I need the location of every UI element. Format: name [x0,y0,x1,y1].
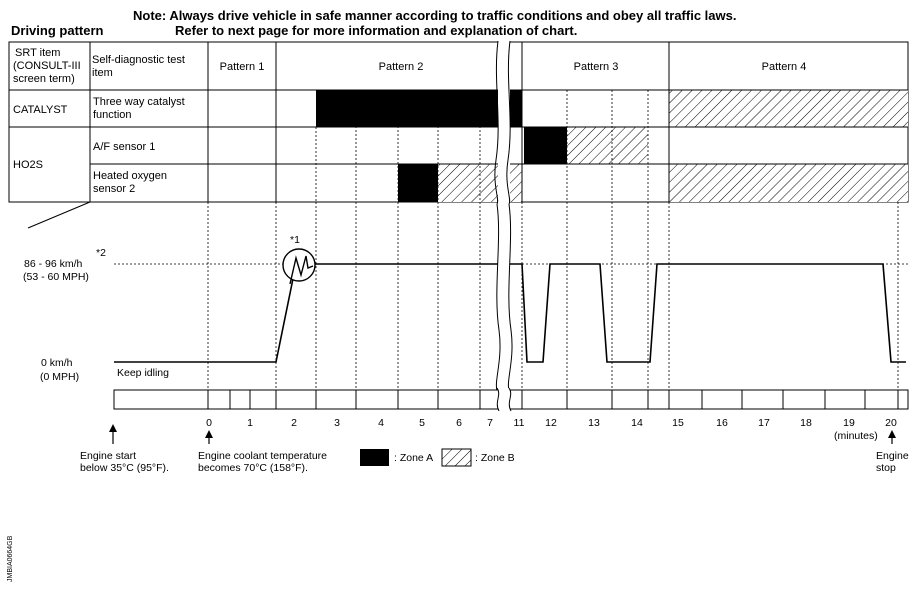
note-line-1: Note: Always drive vehicle in safe manner according to traffic conditions and obey all traffic laws. [133,8,737,23]
srt-ho2s: HO2S [13,159,43,171]
srt-table [9,41,908,204]
tick-3: 3 [334,417,340,429]
speed-high-mph: (53 - 60 MPH) [23,271,89,283]
tick-15: 15 [672,417,684,429]
zone-a-swatch [360,449,389,466]
note-ref-1: *1 [290,234,300,246]
test-catalyst-line-1: Three way catalyst [93,96,185,108]
tick-16: 16 [716,417,728,429]
speed-chart [23,202,908,442]
pattern-4-label: Pattern 4 [761,61,807,73]
idle-label: Keep idling [117,367,169,379]
zone-b-swatch [442,449,471,466]
tick-18: 18 [800,417,812,429]
zone-b-ho2s2-2 [669,164,908,202]
zone-a-label: : Zone A [394,452,434,464]
zone-b-catalyst [669,90,908,127]
pattern-1-label: Pattern 1 [219,61,265,73]
acceleration-marker [283,249,315,281]
speed-high-kmh: 86 - 96 km/h [24,258,83,270]
tick-0: 0 [206,417,212,429]
engine-start-line-1: Engine start [80,450,137,462]
test-ho2s2-line-1: Heated oxygen [93,170,167,182]
coolant-arrow-icon [205,430,213,438]
test-af-sensor: A/F sensor 1 [93,141,156,153]
engine-stop-line-1: Engine [876,450,909,462]
srt-header-line-1: SRT item [15,47,61,59]
tick-2: 2 [291,417,297,429]
tick-17: 17 [758,417,770,429]
figure-code: JMBIA0664GB [7,535,14,582]
driving-pattern-heading: Driving pattern [11,23,104,38]
tick-6: 6 [456,417,462,429]
zone-b-label: : Zone B [475,452,515,464]
tick-7: 7 [487,417,493,429]
coolant-line-1: Engine coolant temperature [198,450,327,462]
pattern-2-label: Pattern 2 [378,61,424,73]
zone-a-catalyst [316,90,522,127]
events [80,424,909,474]
selfdiag-header-line-1: Self-diagnostic test [92,54,185,66]
tick-13: 13 [588,417,600,429]
tick-4: 4 [378,417,384,429]
tick-11: 11 [513,417,525,429]
engine-stop-line-2: stop [876,462,896,474]
srt-catalyst: CATALYST [13,104,68,116]
tick-14: 14 [631,417,643,429]
zone-a-ho2s2 [398,164,438,202]
engine-stop-arrow-icon [888,430,896,438]
zone-a-af-sensor [524,127,567,164]
note-ref-2: *2 [96,247,106,259]
tick-5: 5 [419,417,425,429]
speed-zero-kmh: 0 km/h [41,357,73,369]
note-line-2: Refer to next page for more information and explanation of chart. [175,23,578,38]
engine-start-arrow-icon [109,424,117,432]
selfdiag-header-line-2: item [92,67,113,79]
tick-12: 12 [545,417,557,429]
minutes-label: (minutes) [834,430,878,442]
tick-1: 1 [247,417,253,429]
test-catalyst-line-2: function [93,109,132,121]
tick-19: 19 [843,417,855,429]
zone-b-af-sensor [567,127,648,164]
srt-header-line-3: screen term) [13,73,75,85]
test-ho2s2-line-2: sensor 2 [93,183,136,195]
engine-start-line-2: below 35°C (95°F). [80,462,169,474]
coolant-line-2: becomes 70°C (158°F). [198,462,308,474]
legend [360,449,515,466]
speed-zero-mph: (0 MPH) [40,371,80,383]
tick-20: 20 [885,417,897,429]
srt-header-line-2: (CONSULT-III [13,60,81,72]
pattern-3-label: Pattern 3 [573,61,619,73]
